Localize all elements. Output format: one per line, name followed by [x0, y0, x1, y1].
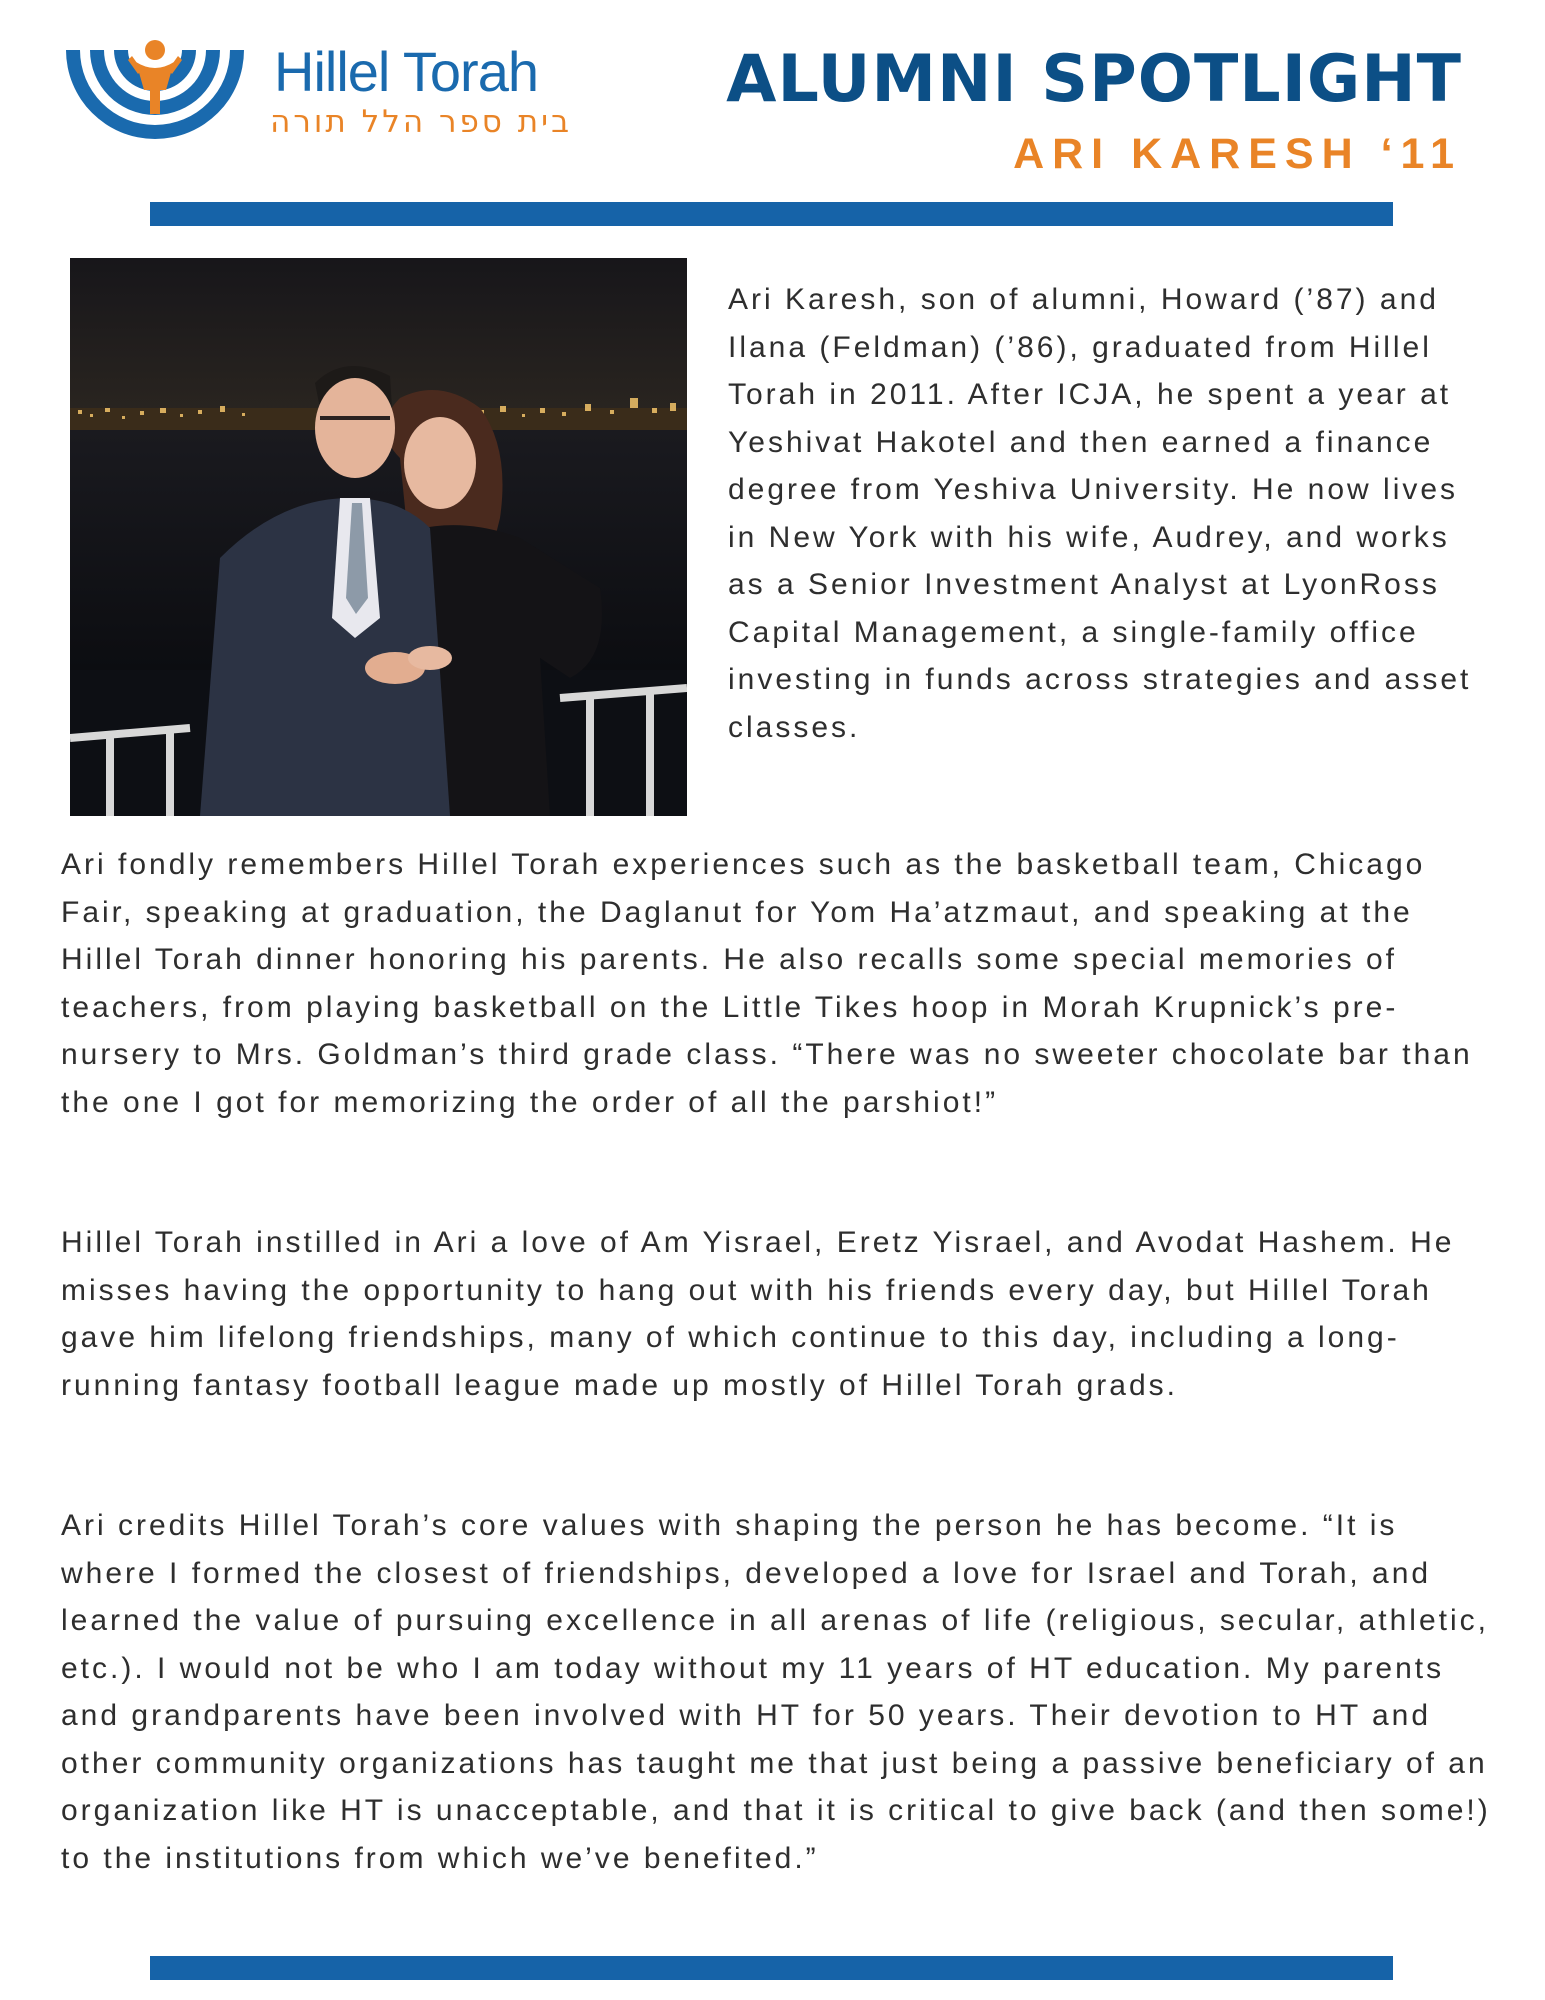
top-divider — [150, 202, 1393, 226]
logo-hebrew-wordmark: בית ספר הלל תורה — [270, 104, 572, 140]
page-title: ALUMNI SPOTLIGHT — [726, 42, 1462, 117]
alumnus-name: ARI KARESH ‘11 — [1013, 130, 1462, 178]
bottom-divider — [150, 1956, 1393, 1980]
couple-photo-illustration — [70, 258, 687, 816]
alumnus-photo — [70, 258, 687, 816]
body-paragraph-memories: Ari fondly remembers Hillel Torah experiences such as the basketball team, Chicago Fair, speaking at graduation, the Daglanut for Yom Ha’atzmaut, and speaking at the Hillel Torah dinner honoring his parents. He also recalls some special memories of teachers, from playing basketball on the Little Tikes hoop in Morah Krupnick’s pre-nursery to Mrs. Goldman’s third grade class. “There was no sweeter chocolate bar than the one I got for memorizing the order of all the parshiot!” — [61, 848, 1473, 1119]
body-paragraph-friendships: Hillel Torah instilled in Ari a love of Am Yisrael, Eretz Yisrael, and Avodat Hashem. He misses having the opportunity to hang out with his friends every day, but Hillel Torah gave him lifelong friendships, many of which continue to this day, including a long-running fantasy football league made up mostly of Hillel Torah grads. — [61, 1226, 1455, 1402]
school-logo — [60, 40, 580, 150]
body-paragraph-values: Ari credits Hillel Torah’s core values with shaping the person he has become. “It is where I formed the closest of friendships, developed a love for Israel and Torah, and learned the value of pursuing excellence in all arenas of life (religious, secular, athletic, etc.). I would not be who I am today without my 11 years of HT education. My parents and grandparents have been involved with HT for 50 years. Their devotion to HT and other community organizations has taught me that just being a passive beneficiary of an organization like HT is unacceptable, and that it is critical to give back (and then some!) to the institutions from which we’ve benefited.” — [61, 1509, 1491, 1875]
intro-paragraph: Ari Karesh, son of alumni, Howard (’87) and Ilana (Feldman) (’86), graduated from Hillel Torah in 2011. After ICJA, he spent a year at Yeshivat Hakotel and then earned a finance degree from Yeshiva University. He now lives in New York with his wife, Audrey, and works as a Senior Investment Analyst at LyonRoss Capital Management, a single-family office investing in funds across strategies and asset classes. — [728, 283, 1472, 744]
menorah-logo-icon — [60, 40, 250, 145]
logo-wordmark: Hillel Torah — [274, 40, 538, 103]
